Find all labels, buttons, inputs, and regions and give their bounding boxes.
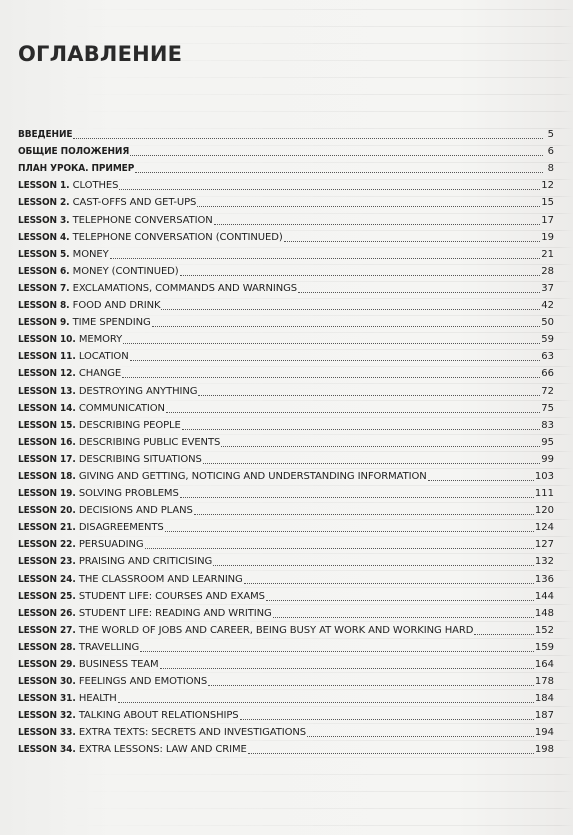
dot-leader — [140, 651, 534, 652]
toc-entry[interactable] — [18, 688, 554, 705]
toc-entry-text — [18, 300, 160, 312]
toc-entry-text — [18, 676, 207, 688]
toc-entry-label: LESSON 34. — [18, 744, 76, 756]
toc-entry-text — [18, 539, 144, 551]
toc-entry-label: LESSON 5. — [18, 248, 70, 260]
toc-entry-text — [18, 351, 129, 363]
toc-entry-text — [18, 215, 213, 227]
toc-page-number: 15 — [541, 197, 554, 209]
toc-page-number: 75 — [541, 402, 554, 414]
toc-entry-label: LESSON 12. — [18, 368, 76, 380]
dot-leader — [152, 326, 541, 327]
toc-entry[interactable] — [18, 620, 554, 637]
toc-entry[interactable] — [18, 141, 554, 158]
toc-entry-title: DESCRIBING PEOPLE — [78, 419, 181, 431]
toc-entry-label: LESSON 14. — [18, 402, 76, 414]
toc-entry[interactable] — [18, 261, 554, 278]
toc-entry-text — [18, 608, 272, 620]
toc-entry-label: LESSON 1. — [18, 180, 70, 192]
toc-entry-text — [18, 710, 239, 722]
toc-page-number: 83 — [541, 419, 554, 431]
toc-entry[interactable] — [18, 346, 554, 363]
toc-entry-title: DECISIONS AND PLANS — [78, 505, 193, 517]
toc-entry-label: LESSON 7. — [18, 282, 70, 294]
toc-entry-title: PERSUADING — [78, 539, 144, 551]
toc-entry-title: TELEPHONE CONVERSATION (CONTINUED) — [72, 231, 283, 243]
toc-entry-title: EXTRA LESSONS: LAW AND CRIME — [78, 744, 247, 756]
dot-leader — [180, 497, 534, 498]
toc-entry-title: DESCRIBING PUBLIC EVENTS — [78, 436, 221, 448]
toc-entry-text — [18, 197, 196, 209]
toc-page-number: 5 — [547, 129, 554, 141]
toc-entry-text — [18, 146, 129, 158]
dot-leader — [180, 275, 541, 276]
toc-page-number: 37 — [541, 282, 554, 294]
toc-entry[interactable] — [18, 209, 554, 226]
toc-entry-title: TALKING ABOUT RELATIONSHIPS — [78, 710, 239, 722]
toc-entry-title: CAST-OFFS AND GET-UPS — [72, 197, 197, 209]
toc-entry-title: TELEPHONE CONVERSATION — [72, 214, 213, 226]
dot-leader — [474, 634, 534, 635]
dot-leader — [130, 360, 541, 361]
toc-entry-label: ПЛАН УРОКА. ПРИМЕР — [18, 163, 135, 175]
toc-entry-label: LESSON 28. — [18, 641, 76, 653]
dot-leader — [240, 719, 534, 720]
toc-entry[interactable] — [18, 415, 554, 432]
toc-entry-label: LESSON 29. — [18, 659, 76, 670]
toc-entry[interactable] — [18, 517, 554, 534]
toc-entry-label: LESSON 18. — [18, 470, 76, 482]
toc-entry-text — [18, 437, 220, 449]
toc-entry[interactable] — [18, 722, 554, 739]
toc-entry[interactable] — [18, 295, 554, 312]
toc-entry-text — [18, 403, 165, 415]
toc-entry-label: LESSON 17. — [18, 453, 76, 465]
toc-entry[interactable] — [18, 551, 554, 568]
toc-entry-title: SOLVING PROBLEMS — [78, 488, 179, 500]
toc-entry-label: LESSON 11. — [18, 351, 76, 363]
dot-leader — [110, 258, 541, 259]
dot-leader — [118, 702, 534, 703]
toc-entry-label: LESSON 16. — [18, 436, 76, 448]
toc-entry-title: FEELINGS AND EMOTIONS — [78, 676, 208, 688]
toc-page-number: 184 — [534, 693, 554, 705]
toc-entry-text — [18, 659, 159, 671]
toc-entry-text — [18, 744, 247, 756]
toc-entry-label: LESSON 33. — [18, 727, 76, 739]
toc-entry-label: LESSON 15. — [18, 419, 76, 431]
toc-entry-label: ВВЕДЕНИЕ — [18, 129, 73, 141]
dot-leader — [194, 514, 534, 515]
toc-page-number: 8 — [547, 163, 554, 175]
toc-entry[interactable] — [18, 398, 554, 415]
toc-entry[interactable] — [18, 705, 554, 722]
toc-entry[interactable] — [18, 363, 554, 380]
dot-leader — [248, 753, 534, 754]
toc-page-number: 66 — [541, 368, 554, 380]
toc-entry-title: STUDENT LIFE: READING AND WRITING — [78, 607, 272, 619]
toc-entry-label: LESSON 25. — [18, 590, 76, 602]
toc-page-number: 19 — [541, 231, 554, 243]
toc-entry-text — [18, 266, 179, 278]
toc-entry-text — [18, 283, 297, 295]
toc-entry-text — [18, 693, 117, 705]
toc-entry-text — [18, 591, 265, 603]
toc-page-number: 50 — [541, 317, 554, 329]
toc-entry-text — [18, 249, 109, 261]
toc-entry-label: LESSON 3. — [18, 214, 70, 226]
toc-entry-title: DESTROYING ANYTHING — [78, 385, 198, 397]
toc-entry-title: THE WORLD OF JOBS AND CAREER, BEING BUSY AT WORK AND WORKING HARD — [78, 624, 474, 636]
toc-entry-text — [18, 505, 193, 517]
toc-entry-label: LESSON 4. — [18, 231, 70, 243]
dot-leader — [119, 189, 540, 190]
toc-page-number: 95 — [541, 436, 554, 448]
toc-entry-title: DESCRIBING SITUATIONS — [78, 453, 202, 465]
toc-entry-label: LESSON 24. — [18, 573, 76, 585]
toc-entry[interactable] — [18, 124, 554, 141]
dot-leader — [298, 292, 540, 293]
toc-page-number: 136 — [534, 573, 554, 585]
toc-entry[interactable] — [18, 637, 554, 654]
toc-entry[interactable] — [18, 534, 554, 551]
toc-entry-title: FOOD AND DRINK — [72, 300, 161, 312]
toc-entry-title: TIME SPENDING — [72, 317, 151, 329]
toc-entry-text — [18, 180, 118, 192]
toc-entry-label: LESSON 20. — [18, 505, 76, 517]
toc-entry-title: GIVING AND GETTING, NOTICING AND UNDERSTANDING INFORMATION — [78, 470, 427, 482]
dot-leader — [208, 685, 534, 686]
dot-leader — [307, 736, 534, 737]
dot-leader — [284, 241, 541, 242]
toc-entry[interactable] — [18, 466, 554, 483]
toc-page-number: 194 — [534, 727, 554, 739]
toc-entry-label: LESSON 13. — [18, 385, 76, 397]
toc-entry[interactable] — [18, 329, 554, 346]
toc-entry[interactable] — [18, 227, 554, 244]
toc-entry-text — [18, 471, 427, 483]
toc-page-number: 12 — [541, 180, 554, 192]
toc-entry[interactable] — [18, 568, 554, 585]
dot-leader — [266, 600, 534, 601]
toc-entry[interactable] — [18, 158, 554, 175]
dot-leader — [165, 531, 534, 532]
toc-page-number: 72 — [541, 385, 554, 397]
toc-entry-text — [18, 129, 72, 141]
toc-page-number: 28 — [541, 265, 554, 277]
toc-entry[interactable] — [18, 483, 554, 500]
toc-entry[interactable] — [18, 278, 554, 295]
toc-entry[interactable] — [18, 671, 554, 688]
toc-entry-label: ОБЩИЕ ПОЛОЖЕНИЯ — [18, 146, 130, 158]
dot-leader — [273, 617, 534, 618]
dot-leader — [161, 309, 540, 310]
toc-entry-title: MONEY (CONTINUED) — [72, 265, 179, 277]
toc-entry-label: LESSON 22. — [18, 539, 76, 551]
toc-page-number: 127 — [534, 539, 554, 551]
toc-entry-title: BUSINESS TEAM — [78, 659, 159, 670]
dot-leader — [135, 172, 543, 173]
toc-entry-title: EXCLAMATIONS, COMMANDS AND WARNINGS — [72, 282, 298, 294]
toc-entry-label: LESSON 23. — [18, 556, 76, 568]
toc-page-number: 164 — [534, 659, 554, 670]
toc-entry-label: LESSON 2. — [18, 197, 70, 209]
toc-entry-title: EXTRA TEXTS: SECRETS AND INVESTIGATIONS — [78, 727, 307, 739]
dot-leader — [198, 395, 540, 396]
toc-entry-text — [18, 574, 243, 586]
toc-entry-text — [18, 163, 134, 175]
toc-page-number: 42 — [541, 300, 554, 312]
toc-entry-title: MONEY — [72, 248, 109, 260]
toc-page-number: 6 — [547, 146, 554, 158]
dot-leader — [182, 429, 541, 430]
dot-leader — [123, 343, 540, 344]
toc-page-number: 148 — [534, 607, 554, 619]
dot-leader — [214, 224, 541, 225]
toc-entry[interactable] — [18, 244, 554, 261]
dot-leader — [244, 583, 534, 584]
table-of-contents — [18, 124, 554, 756]
toc-page-number: 132 — [534, 556, 554, 568]
toc-entry[interactable] — [18, 654, 554, 671]
dot-leader — [122, 377, 540, 378]
page-title: ОГЛАВЛЕНИЕ — [18, 42, 183, 66]
toc-entry-text — [18, 556, 212, 568]
toc-page-number: 120 — [534, 505, 554, 517]
toc-entry-label: LESSON 19. — [18, 488, 76, 500]
toc-entry-title: LOCATION — [78, 351, 129, 363]
toc-page-number: 17 — [541, 214, 554, 226]
toc-entry-title: THE CLASSROOM AND LEARNING — [78, 573, 243, 585]
toc-entry-title: DISAGREEMENTS — [78, 522, 164, 534]
dot-leader — [203, 463, 541, 464]
toc-entry-text — [18, 386, 197, 398]
toc-entry-text — [18, 317, 151, 329]
toc-page-number: 159 — [534, 641, 554, 653]
toc-entry-text — [18, 522, 164, 534]
toc-page-number: 59 — [541, 334, 554, 346]
toc-entry-title: CLOTHES — [72, 180, 119, 192]
toc-entry-label: LESSON 21. — [18, 522, 76, 534]
toc-entry-title: PRAISING AND CRITICISING — [78, 556, 213, 568]
toc-entry-title: TRAVELLING — [78, 641, 140, 653]
toc-page-number: 99 — [541, 453, 554, 465]
toc-entry-text — [18, 368, 121, 380]
dot-leader — [221, 446, 540, 447]
toc-entry[interactable] — [18, 380, 554, 397]
toc-page-number: 124 — [534, 522, 554, 534]
toc-entry[interactable] — [18, 586, 554, 603]
dot-leader — [197, 206, 540, 207]
dot-leader — [145, 548, 534, 549]
dot-leader — [160, 668, 534, 669]
toc-entry-title: HEALTH — [78, 693, 117, 705]
dot-leader — [73, 138, 543, 139]
toc-entry-title: MEMORY — [78, 334, 123, 346]
toc-entry-title: STUDENT LIFE: COURSES AND EXAMS — [78, 590, 265, 602]
toc-page-number: 144 — [534, 590, 554, 602]
toc-entry-label: LESSON 31. — [18, 693, 76, 705]
toc-page-number: 178 — [534, 676, 554, 688]
toc-entry-label: LESSON 32. — [18, 710, 76, 722]
toc-entry[interactable] — [18, 432, 554, 449]
toc-entry-text — [18, 334, 122, 346]
toc-entry-text — [18, 454, 202, 466]
toc-page-number: 103 — [534, 470, 554, 482]
toc-entry[interactable] — [18, 449, 554, 466]
toc-entry[interactable] — [18, 500, 554, 517]
toc-entry-label: LESSON 6. — [18, 265, 70, 277]
toc-entry[interactable] — [18, 175, 554, 192]
toc-entry-label: LESSON 30. — [18, 676, 76, 688]
dot-leader — [130, 155, 543, 156]
toc-entry-text — [18, 642, 139, 654]
toc-page-number: 187 — [534, 710, 554, 722]
toc-entry[interactable] — [18, 603, 554, 620]
toc-entry[interactable] — [18, 739, 554, 756]
toc-entry-label: LESSON 10. — [18, 334, 76, 346]
toc-entry-title: CHANGE — [78, 368, 122, 380]
toc-entry-label: LESSON 26. — [18, 607, 76, 619]
dot-leader — [428, 480, 534, 481]
toc-entry[interactable] — [18, 312, 554, 329]
toc-entry[interactable] — [18, 192, 554, 209]
toc-page-number: 198 — [534, 744, 554, 756]
toc-entry-text — [18, 625, 473, 637]
toc-entry-text — [18, 420, 181, 432]
toc-entry-label: LESSON 27. — [18, 624, 76, 636]
toc-entry-title: COMMUNICATION — [78, 402, 165, 414]
dot-leader — [213, 565, 534, 566]
toc-entry-label: LESSON 8. — [18, 300, 70, 312]
toc-page-number: 63 — [541, 351, 554, 363]
toc-page-number: 21 — [541, 248, 554, 260]
toc-entry-text — [18, 727, 306, 739]
toc-page-number: 152 — [534, 624, 554, 636]
toc-entry-text — [18, 488, 179, 500]
toc-entry-label: LESSON 9. — [18, 317, 70, 329]
toc-page-number: 111 — [534, 488, 554, 500]
toc-entry-text — [18, 232, 283, 244]
dot-leader — [166, 412, 540, 413]
